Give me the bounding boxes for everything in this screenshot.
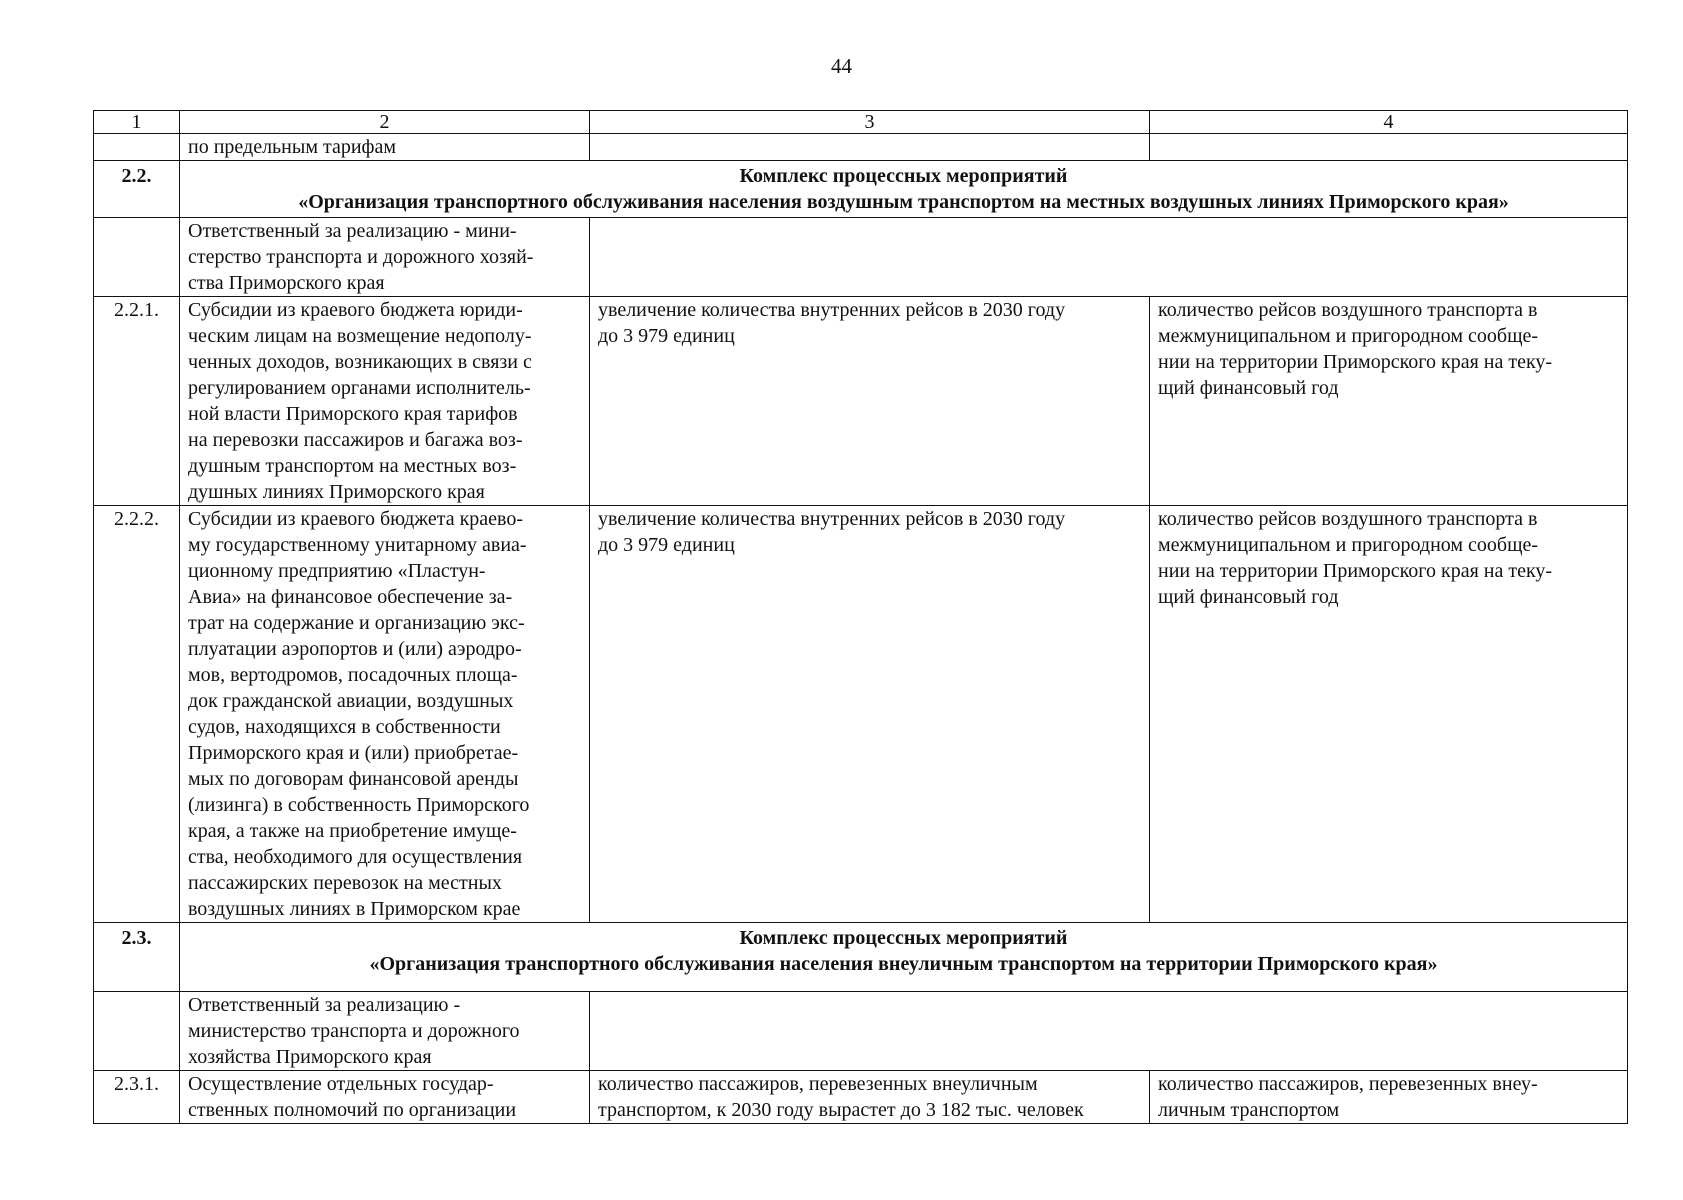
measure-cell <box>180 506 590 923</box>
table-row-2-3-1 <box>94 1071 1628 1124</box>
table-row-2-2-1 <box>94 297 1628 506</box>
row-number-cell <box>94 134 180 161</box>
task-text: увеличение количества внутренних рейсов в 2030 году до 3 979 единиц <box>598 508 1066 556</box>
indicator-cell <box>1150 297 1628 506</box>
indicator-text: количество рейсов воздушного транспорта в межмуниципальном и пригородном сообще- нии на территории Приморского края на теку- щий финансовый год <box>1158 508 1553 608</box>
section-number: 2.2. <box>94 161 180 218</box>
table-row-2-2-2 <box>94 506 1628 923</box>
task-text: увеличение количества внутренних рейсов в 2030 году до 3 979 единиц <box>598 299 1066 347</box>
column-number-2: 2 <box>180 111 590 134</box>
responsible-text: Ответственный за реализацию - мини- стерство транспорта и дорожного хозяй- ства Приморского края <box>188 220 534 294</box>
section-subtitle: «Организация транспортного обслуживания населения воздушным транспортом на местных воздушных линиях Приморского края» <box>298 191 1509 213</box>
section-row-2-3 <box>94 923 1628 992</box>
indicator-text: количество рейсов воздушного транспорта в межмуниципальном и пригородном сообще- нии на территории Приморского края на теку- щий финансовый год <box>1158 299 1553 399</box>
responsible-row-2-3 <box>94 992 1628 1071</box>
section-title: Комплекс процессных мероприятий <box>739 165 1068 187</box>
section-heading <box>180 161 1628 218</box>
column-number-row <box>94 111 1628 134</box>
measure-cell <box>180 134 590 161</box>
row-number: 2.2.2. <box>94 506 180 923</box>
section-row-2-2 <box>94 161 1628 218</box>
responsible-cell <box>180 992 590 1071</box>
indicator-cell <box>1150 134 1628 161</box>
row-number: 2.3.1. <box>94 1071 180 1124</box>
task-cell <box>590 506 1150 923</box>
section-subtitle: «Организация транспортного обслуживания населения внеуличным транспортом на территории Приморского края» <box>369 953 1438 975</box>
responsible-text: Ответственный за реализацию - министерство транспорта и дорожного хозяйства Приморского края <box>188 994 520 1068</box>
measure-text: Субсидии из краевого бюджета юриди- ческим лицам на возмещение недополу- ченных доходов, возникающих в связи с регулированием органами исполнитель- ной власти Приморского края тарифов на перевозки пассажиров и багажа воз- душным транспортом на местных воз- душных линиях Приморского края <box>188 299 532 503</box>
task-cell <box>590 1071 1150 1124</box>
task-cell <box>590 297 1150 506</box>
task-cell <box>590 134 1150 161</box>
indicator-cell <box>1150 1071 1628 1124</box>
continuation-row <box>94 134 1628 161</box>
task-text: количество пассажиров, перевезенных внеуличным транспортом, к 2030 году вырастет до 3 182 тыс. человек <box>598 1073 1084 1121</box>
section-heading <box>180 923 1628 992</box>
measure-cell <box>180 297 590 506</box>
measure-text: по предельным тарифам <box>188 136 397 158</box>
responsible-row-2-2 <box>94 218 1628 297</box>
row-number: 2.2.1. <box>94 297 180 506</box>
page-number: 44 <box>831 54 852 78</box>
empty-cell <box>590 218 1628 297</box>
column-number-3: 3 <box>590 111 1150 134</box>
row-number-cell <box>94 992 180 1071</box>
empty-cell <box>590 992 1628 1071</box>
measure-text: Субсидии из краевого бюджета краево- му государственному унитарному авиа- ционному предприятию «Пластун- Авиа» на финансовое обеспечение за- трат на содержание и организацию экс- плуатации аэропортов и (или) аэродро- мов, вертодромов, посадочных площа- док гражданской авиации, воздушных судов, находящихся в собственности Приморского края и (или) приобретае- мых по договорам финансовой аренды (лизинга) в собственность Приморского края, а также на приобретение имуще- ства, необходимого для осуществления пассажирских перевозок на местных воздушных линиях в Приморском крае <box>188 508 530 920</box>
indicator-text: количество пассажиров, перевезенных внеу- личным транспортом <box>1158 1073 1538 1121</box>
indicator-cell <box>1150 506 1628 923</box>
row-number-cell <box>94 218 180 297</box>
section-title: Комплекс процессных мероприятий <box>739 927 1068 949</box>
responsible-cell <box>180 218 590 297</box>
column-number-1: 1 <box>94 111 180 134</box>
measure-text: Осуществление отдельных государ- ственных полномочий по организации <box>188 1073 517 1121</box>
measures-table <box>93 110 1628 1124</box>
section-number: 2.3. <box>94 923 180 992</box>
column-number-4: 4 <box>1150 111 1628 134</box>
measure-cell <box>180 1071 590 1124</box>
